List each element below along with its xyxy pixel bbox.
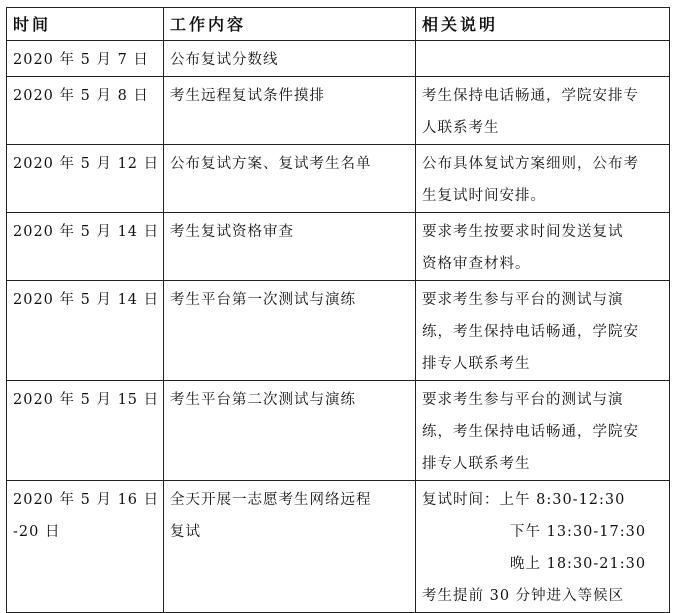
cell-work <box>164 281 416 381</box>
cell-time <box>7 381 164 481</box>
table-row <box>7 281 670 381</box>
cell-line: 考生复试资格审查 <box>170 224 294 240</box>
cell-note <box>416 381 670 481</box>
cell-note <box>416 77 670 145</box>
cell-note <box>416 41 670 77</box>
cell-line: 2020 年 5 月 16 日 <box>13 492 160 508</box>
cell-line: 复试时间：上午 8:30-12:30 <box>422 492 626 508</box>
table-row <box>7 41 670 77</box>
table-row <box>7 145 670 213</box>
cell-work <box>164 77 416 145</box>
cell-line: 公布复试方案、复试考生名单 <box>170 156 372 172</box>
cell-time <box>7 281 164 381</box>
cell-work <box>164 381 416 481</box>
cell-line: 资格审查材料。 <box>422 256 531 272</box>
cell-line: 练，考生保持电话畅通，学院安 <box>422 324 639 340</box>
header-row <box>7 8 670 41</box>
cell-note <box>416 213 670 281</box>
table-row <box>7 481 670 613</box>
schedule-table <box>6 7 670 613</box>
cell-line: 2020 年 5 月 8 日 <box>13 88 149 104</box>
cell-line: 全天开展一志愿考生网络远程 <box>170 492 372 508</box>
cell-line: 2020 年 5 月 14 日 <box>13 292 160 308</box>
cell-work <box>164 481 416 613</box>
cell-line: 2020 年 5 月 7 日 <box>13 52 149 68</box>
cell-line: 2020 年 5 月 12 日 <box>13 156 160 172</box>
cell-line: 公布复试分数线 <box>170 52 279 68</box>
header-time: 时间 <box>7 8 164 41</box>
cell-note <box>416 281 670 381</box>
table-row <box>7 381 670 481</box>
cell-line: 考生保持电话畅通，学院安排专 <box>422 88 639 104</box>
cell-line: 考生提前 30 分钟进入等候区 <box>422 588 625 604</box>
cell-work <box>164 41 416 77</box>
cell-line: 要求考生参与平台的测试与演 <box>422 392 624 408</box>
cell-time <box>7 213 164 281</box>
cell-line: 下午 13:30-17:30 <box>510 524 647 540</box>
cell-work <box>164 213 416 281</box>
cell-line: 晚上 18:30-21:30 <box>510 556 647 572</box>
cell-line: 考生远程复试条件摸排 <box>170 88 325 104</box>
cell-time <box>7 77 164 145</box>
cell-line: 排专人联系考生 <box>422 456 531 472</box>
cell-line: -20 日 <box>13 524 61 540</box>
cell-line: 复试 <box>170 524 201 540</box>
cell-line: 练，考生保持电话畅通，学院安 <box>422 424 639 440</box>
cell-line: 要求考生参与平台的测试与演 <box>422 292 624 308</box>
cell-time <box>7 481 164 613</box>
cell-note <box>416 481 670 613</box>
table-row <box>7 213 670 281</box>
header-work: 工作内容 <box>164 8 416 41</box>
cell-line: 人联系考生 <box>422 120 500 136</box>
cell-note <box>416 145 670 213</box>
cell-line: 生复试时间安排。 <box>422 188 546 204</box>
cell-work <box>164 145 416 213</box>
cell-time <box>7 145 164 213</box>
header-note: 相关说明 <box>416 8 670 41</box>
cell-line: 排专人联系考生 <box>422 356 531 372</box>
cell-time <box>7 41 164 77</box>
cell-line: 考生平台第一次测试与演练 <box>170 292 356 308</box>
cell-line: 2020 年 5 月 14 日 <box>13 224 160 240</box>
cell-line: 考生平台第二次测试与演练 <box>170 392 356 408</box>
cell-line: 公布具体复试方案细则，公布考 <box>422 156 639 172</box>
table-row <box>7 77 670 145</box>
cell-line: 要求考生按要求时间发送复试 <box>422 224 624 240</box>
cell-line: 2020 年 5 月 15 日 <box>13 392 160 408</box>
